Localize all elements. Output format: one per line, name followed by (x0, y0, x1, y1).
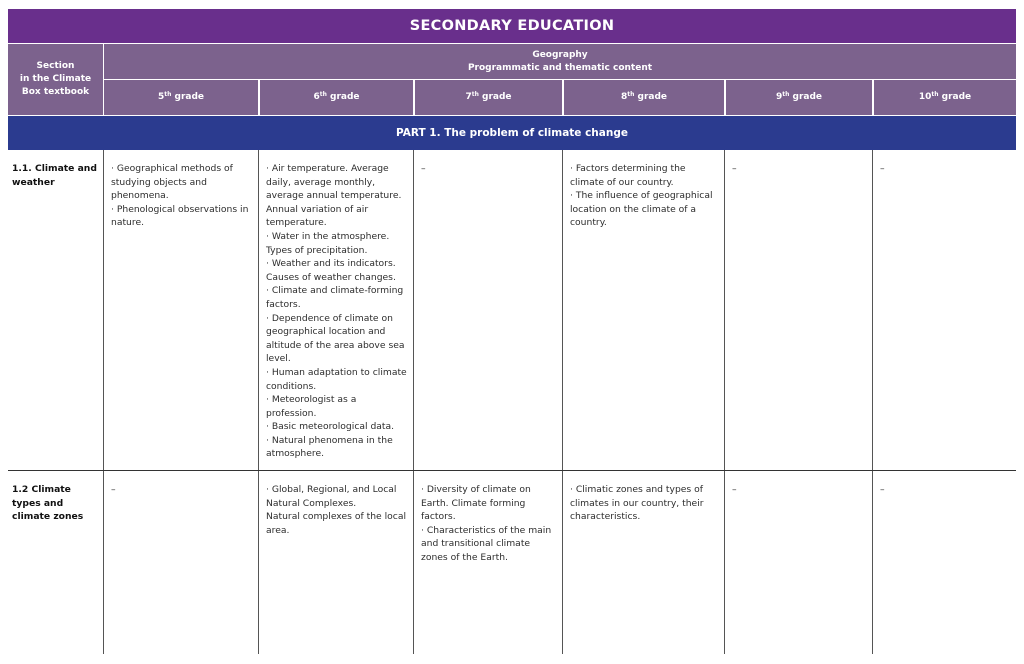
grade-number: 9 (775, 92, 783, 102)
section-header-line: in the Climate (19, 74, 92, 84)
empty-dash: – (421, 163, 426, 174)
grade-ordinal-suffix: th (627, 91, 635, 98)
grade-ordinal-suffix: th (782, 91, 790, 98)
grade-label: grade (330, 92, 360, 102)
grade-number: 8 (620, 92, 628, 102)
grade-label: grade (941, 92, 972, 102)
grade-ordinal-suffix: th (931, 91, 939, 98)
content-item: · Phenological observations in nature. (111, 203, 249, 229)
grade-content-cell (111, 483, 254, 497)
grade-label: grade (482, 92, 512, 102)
empty-dash: – (880, 163, 885, 174)
subject-header (104, 44, 1016, 79)
column-divider (103, 150, 104, 654)
section-header-line: Section (36, 61, 75, 71)
section-title: 1.1. Climate and weather (12, 163, 97, 188)
grade-content-cell (732, 162, 868, 176)
content-item: · Water in the atmosphere. Types of precipitation. (266, 230, 390, 256)
column-divider (562, 150, 563, 654)
content-item: · Air temperature. Average daily, average monthly, average annual temperature. Annual variation of air temperature. (266, 163, 402, 229)
empty-dash: – (732, 484, 737, 495)
grade-label: grade (174, 92, 205, 102)
row-divider (8, 470, 1016, 471)
grade-header-5 (104, 80, 258, 115)
content-item: · Geographical methods of studying objects and phenomena. (111, 163, 233, 202)
part-heading: PART 1. The problem of climate change (8, 116, 1016, 150)
content-item: · Dependence of climate on geographical location and altitude of the area above sea level. (266, 312, 405, 365)
grade-content-cell (570, 483, 720, 524)
empty-dash: – (111, 484, 116, 495)
grade-ordinal-suffix: th (471, 91, 479, 98)
grade-ordinal-suffix: th (164, 91, 172, 98)
content-item: Natural complexes of the local area. (266, 511, 407, 536)
column-divider (724, 150, 725, 654)
content-item: · Climatic zones and types of climates in our country, their characteristics. (570, 484, 704, 523)
section-title: 1.2 Climate types and climate zones (12, 484, 84, 523)
grade-content-cell (570, 162, 720, 230)
content-item: · Climate and climate-forming factors. (266, 285, 404, 310)
content-item: · Basic meteorological data. (266, 421, 395, 433)
grade-content-cell (880, 162, 1011, 176)
grade-ordinal-suffix: th (319, 91, 327, 98)
grade-header-7 (415, 80, 562, 115)
content-item: · Factors determining the climate of our country. (570, 163, 686, 188)
grade-label: grade (637, 92, 668, 102)
grade-header-10 (874, 80, 1016, 115)
content-item: · Diversity of climate on Earth. Climate forming factors. (421, 484, 531, 523)
section-header-line: Box textbook (21, 87, 90, 97)
table-title: SECONDARY EDUCATION (8, 9, 1016, 43)
grade-header-8 (564, 80, 724, 115)
grade-header-9 (726, 80, 872, 115)
column-divider (872, 150, 873, 654)
content-item: · Meteorologist as a profession. (266, 394, 357, 419)
grade-content-cell (266, 483, 409, 537)
grade-number: 6 (313, 92, 320, 102)
column-divider (258, 150, 259, 654)
grade-content-cell (880, 483, 1011, 497)
subject-name: Geography (532, 49, 588, 60)
content-item: · The influence of geographical location on the climate of a country. (570, 190, 713, 229)
grade-content-cell (421, 162, 558, 176)
grade-content-cell (732, 483, 868, 497)
content-item: · Natural phenomena in the atmosphere. (266, 434, 393, 460)
grade-number: 7 (465, 92, 472, 102)
grade-content-cell (266, 162, 409, 461)
section-column-header (8, 44, 103, 115)
grade-content-cell (111, 162, 254, 230)
column-divider (413, 150, 414, 654)
grade-label: grade (792, 92, 823, 102)
empty-dash: – (880, 484, 885, 495)
empty-dash: – (732, 163, 737, 174)
grade-number: 10 (918, 92, 932, 102)
content-item: · Characteristics of the main and transitional climate zones of the Earth. (421, 524, 552, 563)
content-item: · Global, Regional, and Local Natural Complexes. (266, 484, 397, 509)
grade-header-6 (260, 80, 413, 115)
grade-content-cell (421, 483, 558, 565)
content-item: · Human adaptation to climate conditions. (266, 366, 407, 392)
content-item: · Weather and its indicators. Causes of weather changes. (266, 258, 396, 283)
grade-number: 5 (157, 92, 165, 102)
subject-subtitle: Programmatic and thematic content (467, 62, 653, 73)
